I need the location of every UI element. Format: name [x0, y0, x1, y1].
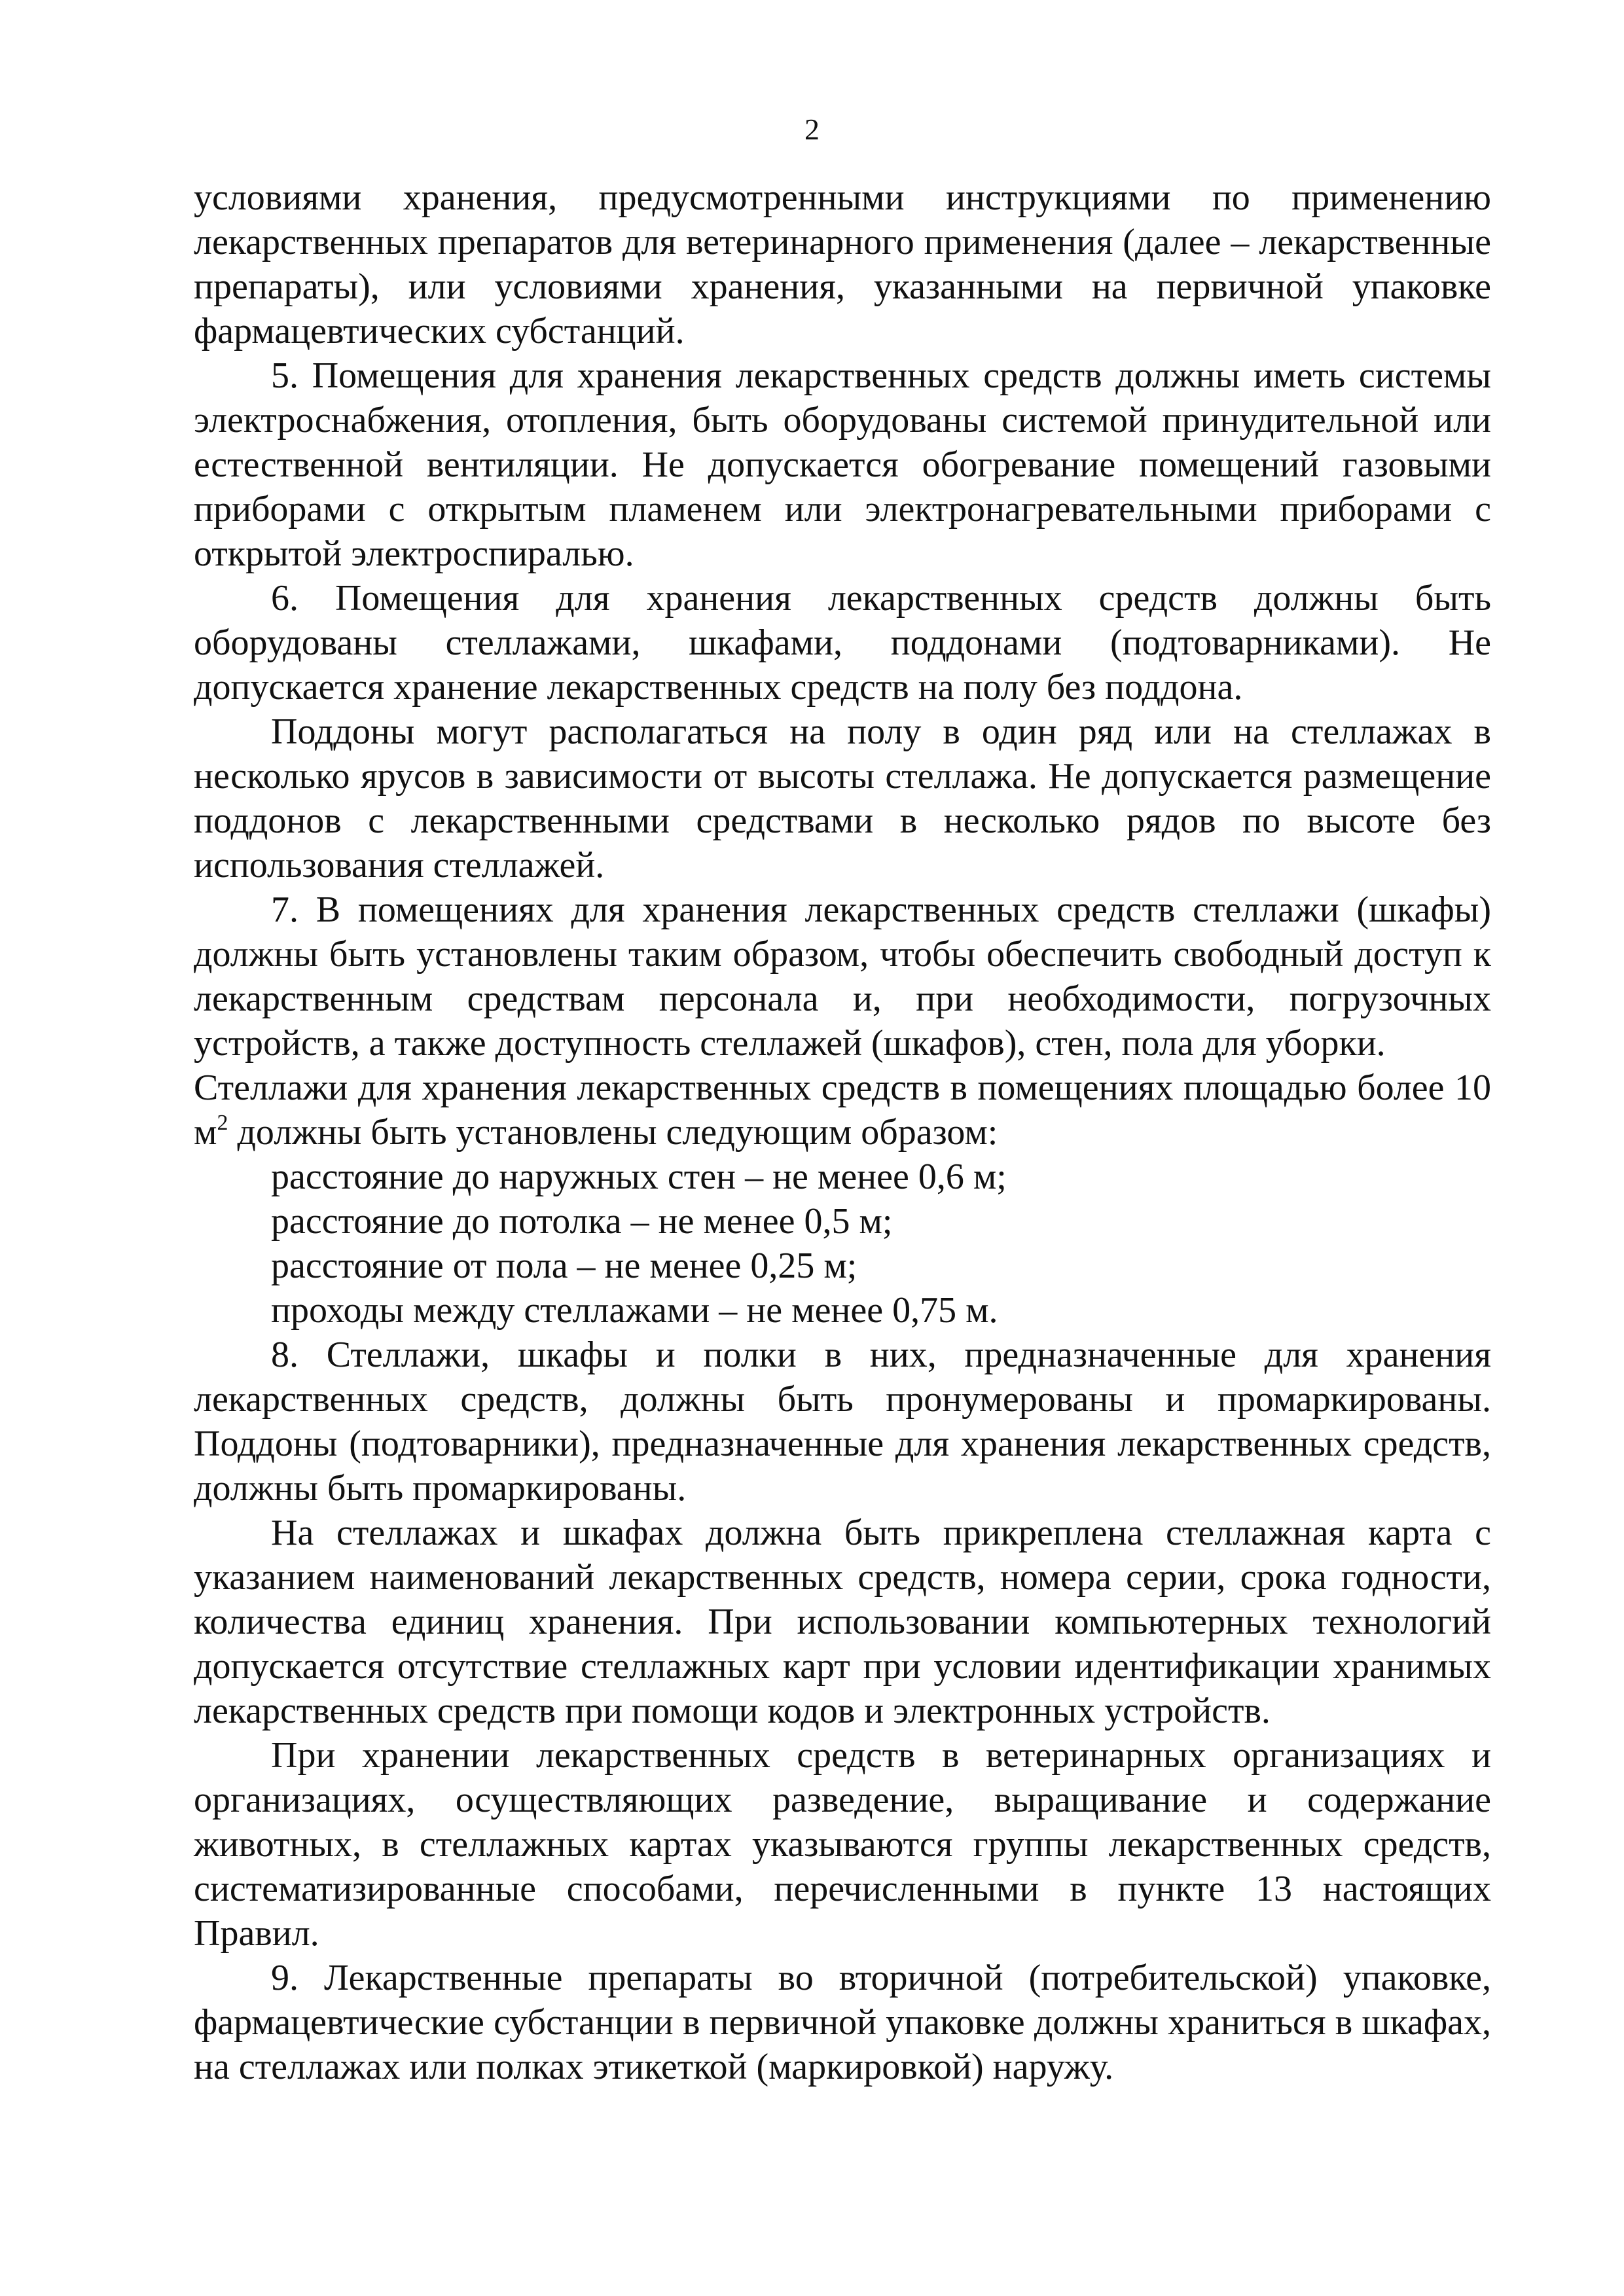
list-item: расстояние до наружных стен – не менее 0,6 м;	[271, 1157, 1007, 1197]
paragraph-item-7: 7. В помещениях для хранения лекарственных средств стеллажи (шкафы) должны быть установлены таким образом, чтобы обеспечить свободный доступ к лекарственным средствам персонала и, при необходимости, погрузочных устройств, а также доступность стеллажей (шкафов), стен, пола для уборки.	[194, 889, 1491, 1064]
paragraph-item-6: 6. Помещения для хранения лекарственных средств должны быть оборудованы стеллажами, шкафами, поддонами (подтоварниками). Не допускается хранение лекарственных средств на полу без поддона.	[194, 578, 1491, 708]
paragraph-shelving-area	[194, 1066, 1491, 1155]
list-item: расстояние до потолка – не менее 0,5 м;	[271, 1201, 893, 1242]
paragraph-shelf-card: На стеллажах и шкафах должна быть прикреплена стеллажная карта с указанием наименований лекарственных средств, номера серии, срока годности, количества единиц хранения. При использовании компьютерных технологий допускается отсутствие стеллажных карт при условии идентификации хранимых лекарственных средств при помощи кодов и электронных устройств.	[194, 1513, 1491, 1731]
list-item: проходы между стеллажами – не менее 0,75 м.	[271, 1290, 998, 1331]
document-body	[194, 175, 1491, 2089]
paragraph-vet-organizations: При хранении лекарственных средств в ветеринарных организациях и организациях, осуществляющих разведение, выращивание и содержание животных, в стеллажных картах указываются группы лекарственных средств, систематизированные способами, перечисленными в пункте 13 настоящих Правил.	[194, 1735, 1491, 1954]
shelving-area-text-end: должны быть установлены следующим образом:	[228, 1112, 998, 1153]
paragraph-pallets: Поддоны могут располагаться на полу в один ряд или на стеллажах в несколько ярусов в зависимости от высоты стеллажа. Не допускается размещение поддонов с лекарственными средствами в несколько рядов по высоте без использования стеллажей.	[194, 711, 1491, 886]
paragraph-item-9: 9. Лекарственные препараты во вторичной (потребительской) упаковке, фармацевтические субстанции в первичной упаковке должны храниться в шкафах, на стеллажах или полках этикеткой (маркировкой) наружу.	[194, 1958, 1491, 2087]
shelving-area-text: Стеллажи для хранения лекарственных средств в помещениях площадью более 10 м	[194, 1067, 1491, 1153]
superscript-2: 2	[217, 1111, 228, 1135]
page-number: 2	[804, 113, 820, 146]
paragraph-continuation: условиями хранения, предусмотренными инструкциями по применению лекарственных препаратов для ветеринарного применения (далее – лекарственные препараты), или условиями хранения, указанными на первичной упаковке фармацевтических субстанций.	[194, 177, 1491, 351]
paragraph-item-8: 8. Стеллажи, шкафы и полки в них, предназначенные для хранения лекарственных средств, должны быть пронумерованы и промаркированы. Поддоны (подтоварники), предназначенные для хранения лекарственных средств, должны быть промаркированы.	[194, 1335, 1491, 1509]
list-item: расстояние от пола – не менее 0,25 м;	[271, 1246, 857, 1286]
paragraph-item-5: 5. Помещения для хранения лекарственных средств должны иметь системы электроснабжения, отопления, быть оборудованы системой принудительной или естественной вентиляции. Не допускается обогревание помещений газовыми приборами с открытым пламенем или электронагревательными приборами с открытой электроспиралью.	[194, 355, 1491, 574]
